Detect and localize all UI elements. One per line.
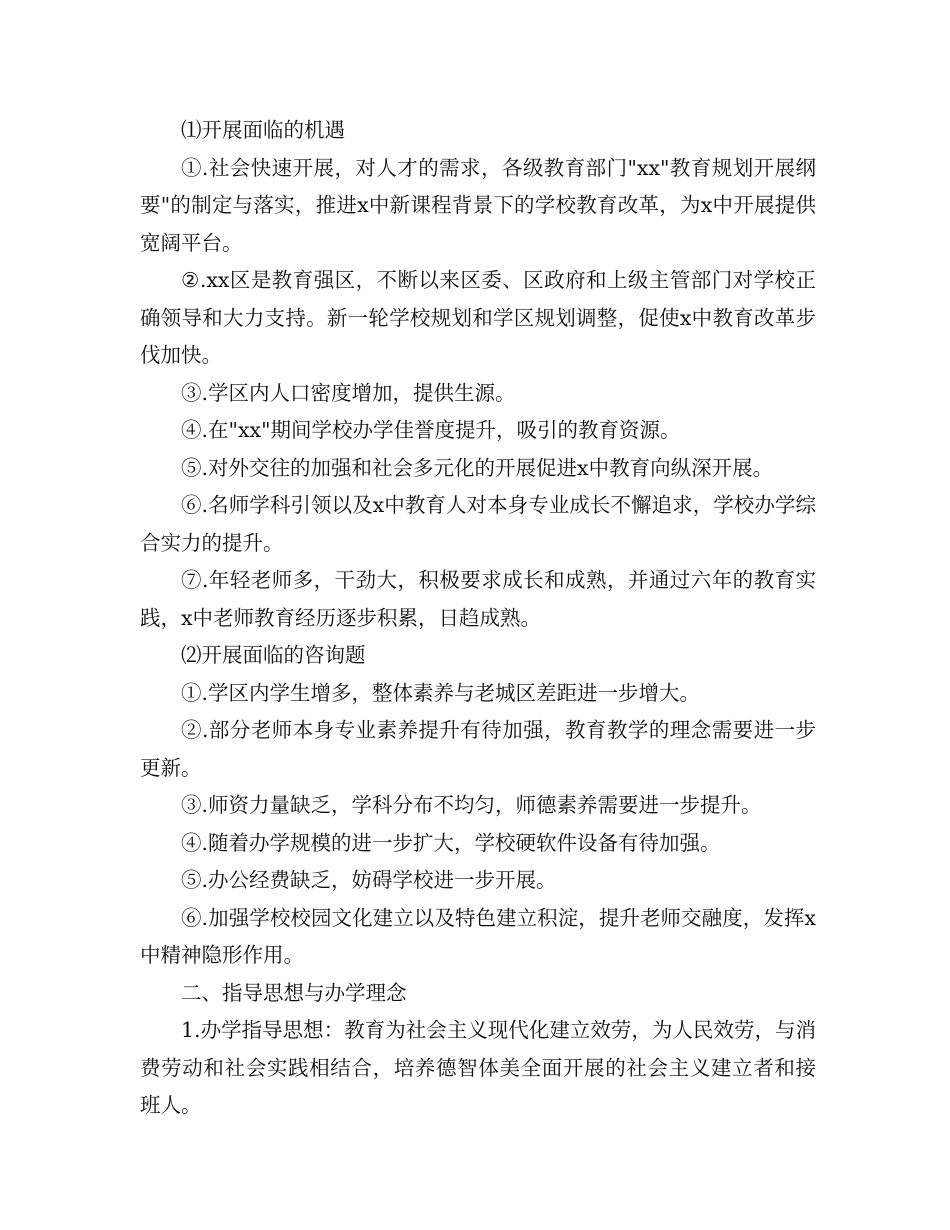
document-body (140, 112, 816, 1125)
paragraph: ①.学区内学生增多，整体素养与老城区差距进一步增大。 (181, 680, 701, 705)
paragraph: ⑴开展面临的机遇 (181, 118, 345, 142)
paragraph: ④.随着办学规模的进一步扩大，学校硬软件设备有待加强。 (181, 830, 721, 855)
section-heading: 二、指导思想与办学理念 (181, 980, 407, 1005)
paragraph: ⑥.加强学校校园文化建立以及特色建立积淀，提升老师交融度，发挥x中精神隐形作用。 (140, 905, 816, 967)
paragraph: ①.社会快速开展，对人才的需求，各级教育部门"xx"教育规划开展纲要"的制定与落实，推进x中新课程背景下的学校教育改革，为x中开展提供宽阔平台。 (140, 155, 816, 255)
paragraph: ⑥.名师学科引领以及x中教育人对本身专业成长不懈追求，学校办学综合实力的提升。 (140, 493, 816, 555)
paragraph: ⑦.年轻老师多，干劲大，积极要求成长和成熟，并通过六年的教育实践，x中老师教育经历逐步积累，日趋成熟。 (140, 568, 816, 630)
paragraph: ⑤.对外交往的加强和社会多元化的开展促进x中教育向纵深开展。 (181, 455, 774, 480)
paragraph: ⑵开展面临的咨询题 (181, 643, 366, 667)
paragraph: ③.师资力量缺乏，学科分布不均匀，师德素养需要进一步提升。 (181, 793, 762, 817)
paragraph: ②.部分老师本身专业素养提升有待加强，教育教学的理念需要进一步更新。 (140, 718, 816, 780)
paragraph: ②.xx区是教育强区，不断以来区委、区政府和上级主管部门对学校正确领导和大力支持。新一轮学校规划和学区规划调整，促使x中教育改革步伐加快。 (140, 268, 816, 367)
paragraph: ⑤.办公经费缺乏，妨碍学校进一步开展。 (181, 868, 557, 892)
paragraph: ③.学区内人口密度增加，提供生源。 (181, 380, 516, 405)
paragraph: ④.在"xx"期间学校办学佳誉度提升，吸引的教育资源。 (181, 418, 681, 442)
paragraph: 1.办学指导思想：教育为社会主义现代化建立效劳，为人民效劳，与消费劳动和社会实践相结合，培养德智体美全面开展的社会主义建立者和接班人。 (140, 1018, 816, 1117)
